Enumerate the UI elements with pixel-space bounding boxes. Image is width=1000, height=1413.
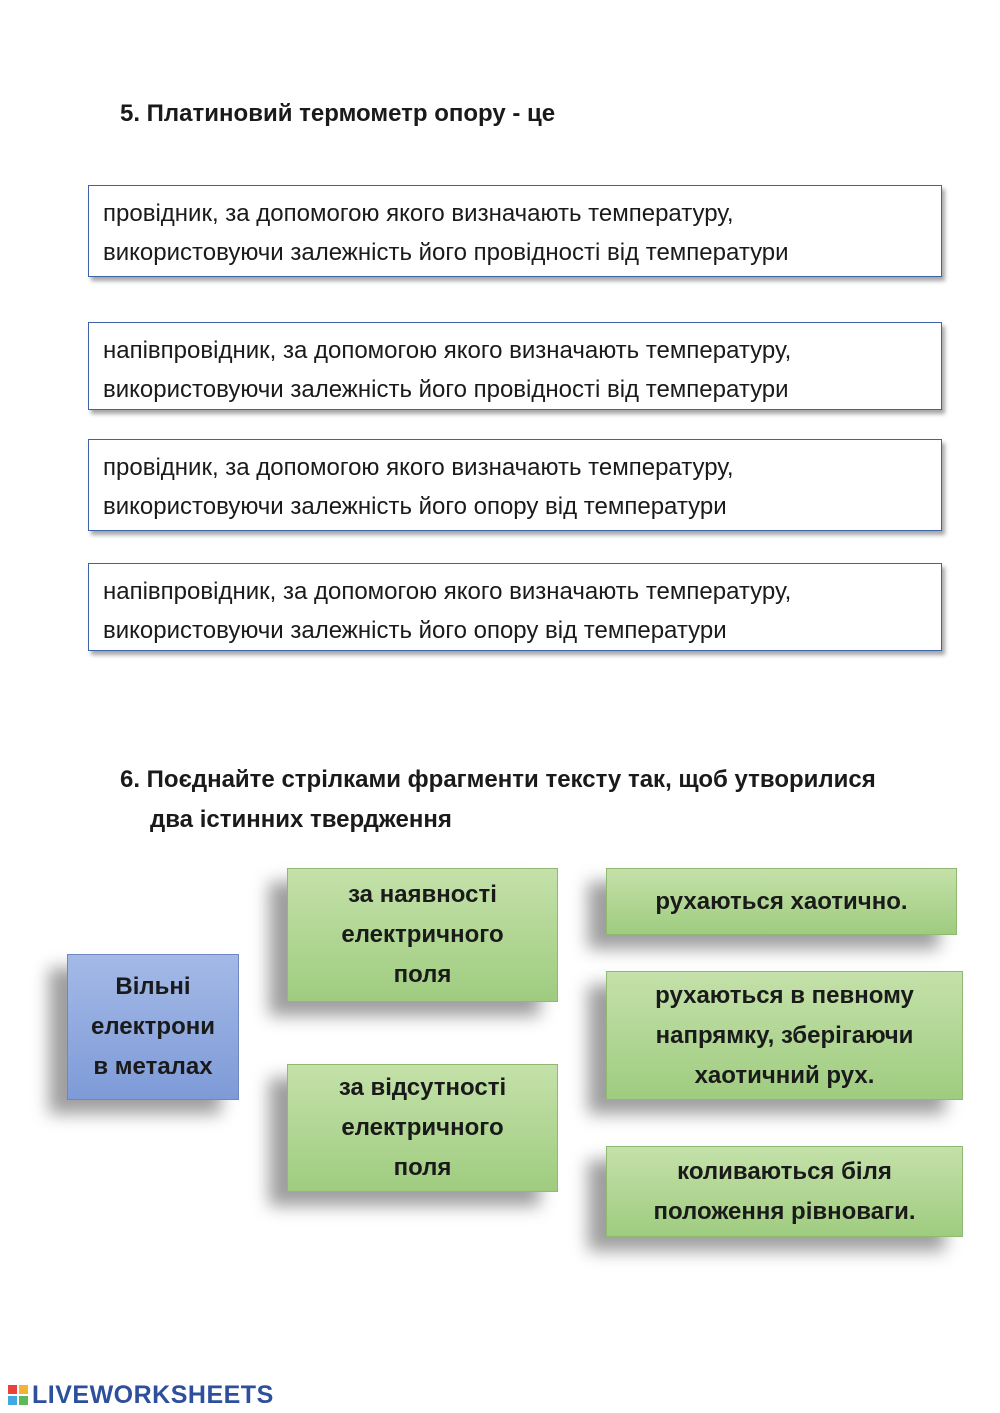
question-6-title-line-2: два істинних твердження: [150, 806, 452, 833]
condition-1-line-2: електричного: [341, 921, 504, 948]
answer-option-2-line-1: напівпровідник, за допомогою якого визначають температуру,: [103, 337, 792, 364]
question-5-title: 5. Платиновий термометр опору - це: [120, 100, 556, 127]
logo-square-3: [8, 1396, 17, 1405]
question-6-title: [120, 760, 960, 840]
condition-box-without-field[interactable]: [287, 1064, 558, 1192]
behavior-2-line-1: рухаються в певному: [655, 981, 914, 1009]
answer-option-1[interactable]: [88, 185, 942, 277]
subject-box-text: [91, 967, 215, 1087]
behavior-box-directional-text: [655, 976, 914, 1096]
subject-line-1: Вільні: [115, 973, 191, 1000]
answer-option-4-line-2: використовуючи залежність його опору від температури: [103, 617, 727, 644]
behavior-3-line-2: положення рівноваги.: [653, 1197, 916, 1225]
subject-line-2: електрони: [91, 1013, 215, 1040]
answer-option-4-line-1: напівпровідник, за допомогою якого визначають температуру,: [103, 578, 792, 605]
condition-2-line-3: поля: [393, 1154, 452, 1181]
condition-2-line-1: за відсутності: [338, 1074, 507, 1101]
behavior-box-oscillate-text: [654, 1152, 916, 1232]
subject-box-free-electrons[interactable]: [67, 954, 239, 1100]
liveworksheets-logo-icon: [8, 1385, 28, 1405]
answer-option-3[interactable]: [88, 439, 942, 531]
answer-option-2[interactable]: [88, 322, 942, 410]
condition-box-without-field-text: [339, 1068, 506, 1188]
behavior-box-chaotic-text: [655, 882, 907, 922]
behavior-1-line-1: рухаються хаотично.: [655, 887, 908, 915]
logo-square-1: [8, 1385, 17, 1394]
behavior-box-oscillate[interactable]: [606, 1146, 963, 1237]
behavior-3-line-1: коливаються біля: [677, 1157, 892, 1185]
behavior-2-line-3: хаотичний рух.: [694, 1061, 875, 1089]
behavior-box-directional[interactable]: [606, 971, 963, 1100]
condition-box-with-field-text: [341, 875, 503, 995]
answer-option-4[interactable]: [88, 563, 942, 651]
subject-line-3: в металах: [93, 1053, 213, 1080]
logo-square-2: [19, 1385, 28, 1394]
answer-option-1-line-2: використовуючи залежність його провідності від температури: [103, 239, 789, 266]
question-6-title-line-1: 6. Поєднайте стрілками фрагменти тексту так, щоб утворилися: [120, 766, 876, 793]
answer-option-3-line-2: використовуючи залежність його опору від температури: [103, 493, 727, 520]
liveworksheets-logo-text: LIVEWORKSHEETS: [32, 1380, 274, 1409]
condition-2-line-2: електричного: [341, 1114, 504, 1141]
answer-option-3-line-1: провідник, за допомогою якого визначають температуру,: [103, 454, 734, 481]
liveworksheets-logo: [8, 1380, 274, 1410]
condition-1-line-3: поля: [393, 961, 452, 988]
answer-option-2-line-2: використовуючи залежність його провідності від температури: [103, 376, 789, 403]
condition-box-with-field[interactable]: [287, 868, 558, 1002]
answer-option-1-line-1: провідник, за допомогою якого визначають температуру,: [103, 200, 734, 227]
behavior-box-chaotic[interactable]: [606, 868, 957, 935]
condition-1-line-1: за наявності: [348, 881, 497, 908]
logo-square-4: [19, 1396, 28, 1405]
behavior-2-line-2: напрямку, зберігаючи: [655, 1021, 914, 1049]
